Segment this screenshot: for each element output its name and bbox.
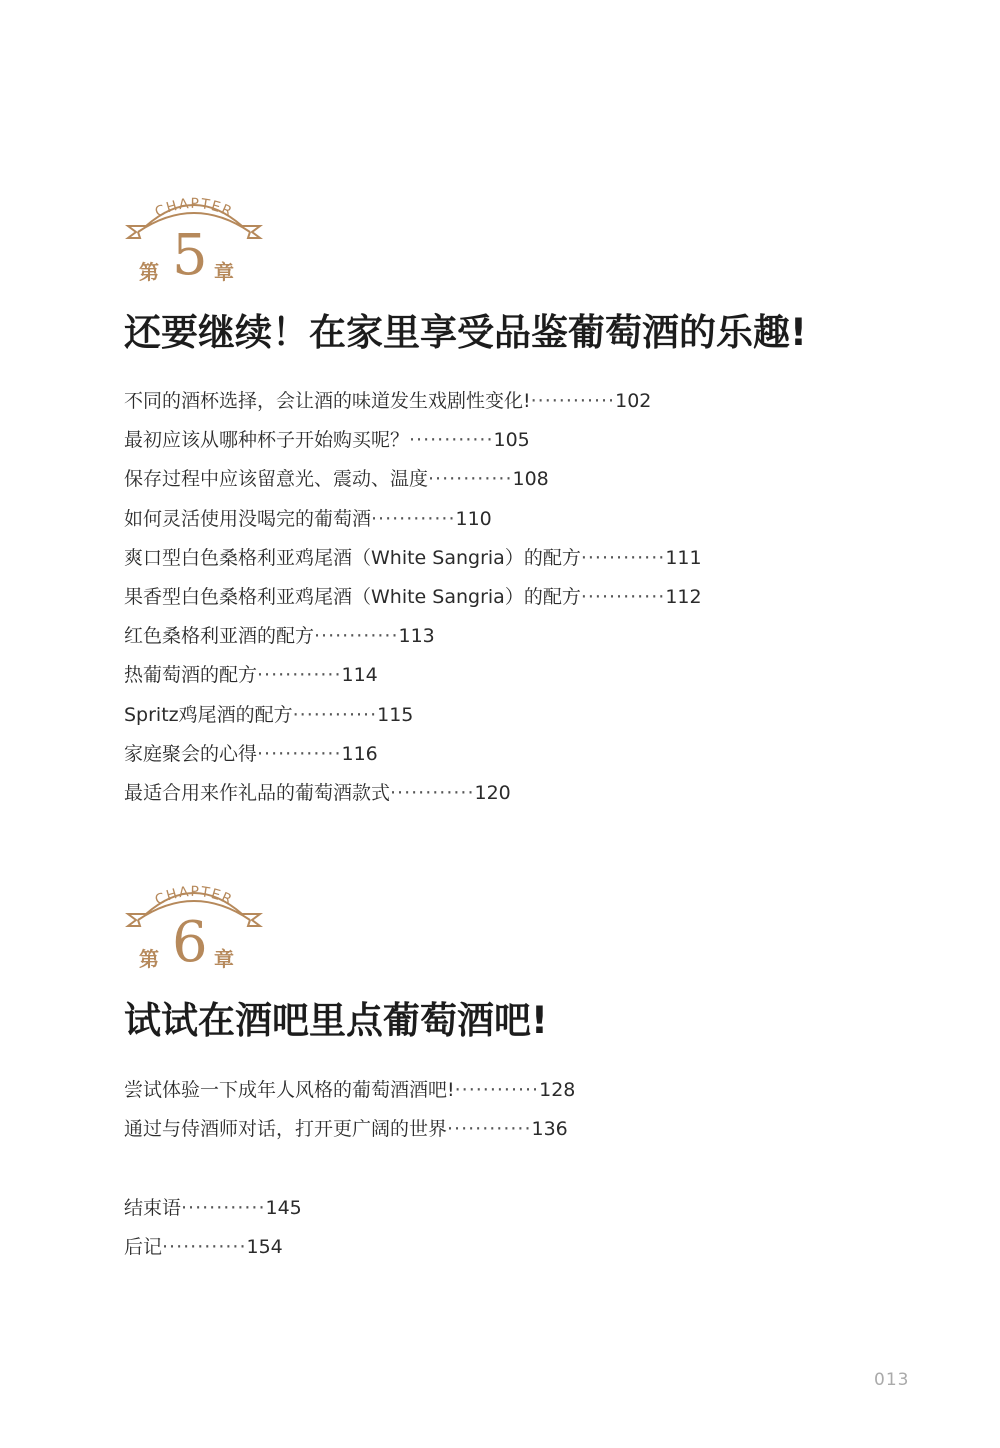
- toc-leader-dots: ············: [181, 1197, 266, 1219]
- toc-entry[interactable]: [124, 774, 702, 813]
- toc-leader-dots: ············: [580, 585, 666, 608]
- toc-leader-dots: ············: [292, 703, 378, 726]
- toc-page-number: 102: [615, 390, 652, 412]
- toc-entry[interactable]: [124, 382, 702, 421]
- svg-text:CHAPTER: [153, 884, 236, 909]
- chapter-zhang: 章: [214, 947, 234, 971]
- toc-entry-title: 最适合用来作礼品的葡萄酒款式: [124, 781, 391, 804]
- toc-entry[interactable]: [124, 735, 702, 774]
- page-number: 013: [874, 1370, 910, 1390]
- toc-leader-dots: ············: [454, 1079, 540, 1101]
- toc-entry-title: 果香型白色桑格利亚鸡尾酒（White Sangria）的配方: [124, 585, 581, 608]
- toc-entry[interactable]: [124, 656, 702, 695]
- toc-page-number: 110: [455, 507, 492, 530]
- toc-list: [124, 1071, 575, 1149]
- toc-leader-dots: ············: [371, 507, 456, 530]
- toc-entry-title: 保存过程中应该留意光、震动、温度: [124, 468, 429, 491]
- toc-entry-title: 如何灵活使用没喝完的葡萄酒: [124, 507, 372, 530]
- toc-entry-title: 最初应该从哪种杯子开始购买呢？: [124, 429, 410, 452]
- toc-entry[interactable]: [124, 500, 702, 539]
- toc-entry[interactable]: [124, 617, 702, 656]
- toc-page-number: 105: [493, 429, 530, 452]
- toc-page-number: 136: [531, 1118, 568, 1141]
- toc-entry[interactable]: [124, 696, 702, 735]
- toc-page-number: 111: [665, 546, 702, 569]
- toc-entry-title: 尝试体验一下成年人风格的葡萄酒酒吧!: [124, 1079, 455, 1101]
- toc-entry[interactable]: [124, 1189, 302, 1228]
- toc-entry[interactable]: [124, 539, 702, 578]
- toc-list: [124, 382, 702, 813]
- toc-entry-title: 红色桑格利亚酒的配方: [124, 625, 315, 648]
- chapter-number: 5: [172, 223, 208, 288]
- toc-entry[interactable]: [124, 1228, 302, 1267]
- toc-leader-dots: ············: [409, 429, 494, 452]
- chapter-word: CHAPTER: [152, 883, 236, 909]
- svg-text:CHAPTER: [153, 196, 236, 221]
- toc-leader-dots: ············: [257, 742, 342, 765]
- toc-entry[interactable]: [124, 421, 702, 460]
- toc-entry-title: 后记: [124, 1236, 163, 1259]
- toc-entry-title: 家庭聚会的心得: [124, 742, 258, 765]
- chapter-title: 还要继续！在家里享受品鉴葡萄酒的乐趣!: [124, 311, 807, 354]
- chapter-zhang: 章: [214, 260, 234, 284]
- chapter-word: CHAPTER: [152, 195, 236, 221]
- toc-leader-dots: ············: [580, 546, 666, 569]
- toc-page-number: 120: [474, 781, 511, 804]
- chapter-di: 第: [139, 260, 159, 284]
- toc-page-number: 114: [341, 664, 378, 687]
- chapter-number: 6: [172, 910, 208, 975]
- toc-leader-dots: ············: [314, 625, 399, 648]
- toc-entry-title: Spritz鸡尾酒的配方: [124, 703, 293, 726]
- toc-leader-dots: ············: [257, 664, 342, 687]
- closing-toc-list: [124, 1189, 302, 1267]
- toc-entry-title: 爽口型白色桑格利亚鸡尾酒（White Sangria）的配方: [124, 546, 581, 569]
- toc-entry-title: 不同的酒杯选择，会让酒的味道发生戏剧性变化!: [124, 390, 531, 412]
- toc-entry-title: 结束语: [124, 1197, 182, 1219]
- toc-leader-dots: ············: [162, 1236, 247, 1259]
- toc-leader-dots: ············: [447, 1118, 532, 1141]
- toc-leader-dots: ············: [530, 390, 616, 412]
- toc-page-number: 112: [665, 585, 702, 608]
- toc-page-number: 154: [246, 1236, 283, 1259]
- toc-page-number: 113: [398, 625, 435, 648]
- toc-page-number: 108: [512, 468, 549, 491]
- toc-entry[interactable]: [124, 1071, 575, 1110]
- chapter-di: 第: [139, 947, 159, 971]
- toc-entry[interactable]: [124, 1110, 575, 1149]
- toc-page-number: 115: [377, 703, 414, 726]
- chapter-title: 试试在酒吧里点葡萄酒吧!: [124, 999, 548, 1042]
- toc-page-number: 116: [341, 742, 378, 765]
- toc-entry[interactable]: [124, 460, 702, 499]
- toc-leader-dots: ············: [390, 781, 475, 804]
- toc-leader-dots: ············: [428, 468, 513, 491]
- toc-page-number: 145: [265, 1197, 302, 1219]
- toc-entry-title: 通过与侍酒师对话，打开更广阔的世界: [124, 1118, 448, 1141]
- toc-entry[interactable]: [124, 578, 702, 617]
- toc-entry-title: 热葡萄酒的配方: [124, 664, 258, 687]
- toc-page-number: 128: [539, 1079, 576, 1101]
